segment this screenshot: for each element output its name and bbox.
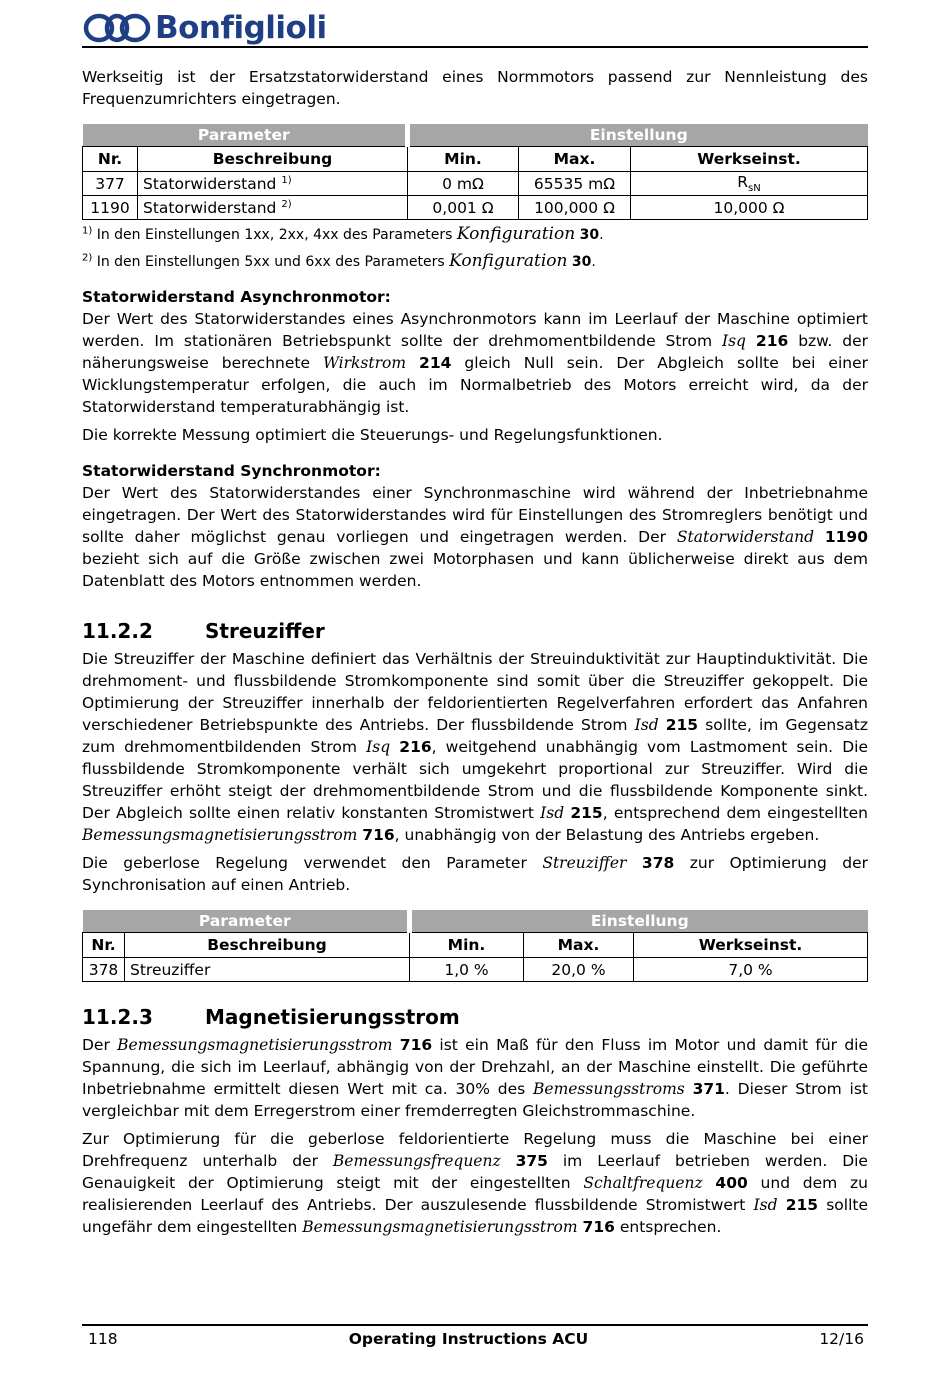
group-header-parameter: Parameter xyxy=(83,910,410,933)
column-header-default: Werkseinst. xyxy=(631,147,868,172)
param-min: 0,001 Ω xyxy=(408,196,519,220)
param-default: 7,0 % xyxy=(634,958,868,982)
paragraph-streuziffer: Die Streuziffer der Maschine definiert das Verhältnis der Streuinduktivität zur Hauptinduktivität. Die drehmoment- und flussbildende Stromkomponente sind somit über die Streuziffer gekoppelt. Die Optimierung der Streuziffer innerhalb der feldorientierten Regelverfahren erfordert das Anfahren verschiedener Betriebspunkte des Antriebs. Der flussbildende Strom Isd 215 sollte, im Gegensatz zum drehmomentbildenden Strom Isq 216, weitgehend unabhängig vom Lastmoment sein. Die flussbildende Stromkomponente verhält sich umgekehrt proportional zur Streuziffer. Wird die Streuziffer erhöht steigt der drehmomentbildende Strom und die flussbildende Komponente sinkt. Der Abgleich sollte einen relativ konstanten Stromistwert Isd 215, entsprechend dem eingestellten Bemessungsmagnetisierungsstrom 716, unabhängig von der Belastung des Antriebs ergeben. xyxy=(82,650,868,844)
param-nr: 1190 xyxy=(83,196,138,220)
table-row xyxy=(83,172,868,196)
column-header-description: Beschreibung xyxy=(138,147,408,172)
page-number: 118 xyxy=(88,1330,118,1348)
param-min: 1,0 % xyxy=(410,958,524,982)
brand-name: Bonfiglioli xyxy=(155,10,327,46)
footnote-ref: 1) xyxy=(281,174,292,186)
page-header xyxy=(82,10,868,48)
parameter-table-streuziffer xyxy=(82,910,868,982)
paragraph-magnetisierung-2: Zur Optimierung für die geberlose feldorientierte Regelung muss die Maschine bei einer Drehfrequenz unterhalb der Bemessungsfrequenz 375 im Leerlauf betrieben werden. Die Genauigkeit der Optimierung steigt mit der eingestellten Schaltfrequenz 400 und dem zu realisierenden Leerlauf des Antriebs. Der auszulesende flussbildende Stromistwert Isd 215 sollte ungefähr dem eingestellten Bemessungsmagnetisierungsstrom 716 entsprechen. xyxy=(82,1130,868,1236)
brand-logo xyxy=(82,12,327,44)
paragraph-magnetisierung: Der Bemessungsmagnetisierungsstrom 716 ist ein Maß für den Fluss im Motor und damit für die Spannung, die sich im Leerlauf, abhängig von der Drehzahl, an der Maschine einstellt. Die geführte Inbetriebnahme ermittelt diesen Wert mit ca. 30% des Bemessungsstroms 371. Dieser Strom ist vergleichbar mit dem Erregerstrom einer fremderregten Gleichstrommaschine. xyxy=(82,1036,869,1120)
column-header-nr: Nr. xyxy=(83,933,125,958)
param-max: 65535 mΩ xyxy=(519,172,631,196)
footnote-ref: 2) xyxy=(281,198,292,210)
parameter-table-stator xyxy=(82,124,868,220)
param-max: 100,000 Ω xyxy=(519,196,631,220)
param-description: Statorwiderstand $^{2)}$ xyxy=(138,196,408,220)
column-header-max: Max. xyxy=(524,933,634,958)
column-header-description: Beschreibung xyxy=(125,933,410,958)
document-title: Operating Instructions ACU xyxy=(348,1330,589,1348)
document-date: 12/16 xyxy=(819,1330,864,1348)
footnote-2: $^{2)}$ In den Einstellungen 5xx und 6xx des Parameters Konfiguration 30. xyxy=(82,251,596,271)
param-nr: 378 xyxy=(83,958,125,982)
group-header-setting: Einstellung xyxy=(408,124,868,147)
paragraph-async: Der Wert des Statorwiderstandes eines Asynchronmotors kann im Leerlauf der Maschine optimiert werden. Im stationären Betriebspunkt sollte der drehmomentbildende Strom Isq 216 bzw. der näherungsweise berechnete Wirkstrom 214 gleich Null sein. Der Abgleich sollte bei einer Wicklungstemperatur erfolgen, die auch im Normalbetrieb des Motors erreicht wird, da der Statorwiderstand temperaturabhängig ist. xyxy=(82,310,869,416)
group-header-parameter: Parameter xyxy=(83,124,408,147)
section-heading-11-2-2: 11.2.2 Streuziffer xyxy=(82,619,325,643)
column-header-nr: Nr. xyxy=(83,147,138,172)
intro-paragraph: Werkseitig ist der Ersatzstatorwiderstand eines Normmotors passend zur Nennleistung des Frequenzumrichters eingetragen. xyxy=(82,68,868,108)
column-header-max: Max. xyxy=(519,147,631,172)
param-description: Statorwiderstand $^{1)}$ xyxy=(138,172,408,196)
document-body xyxy=(82,66,868,1244)
paragraph-streuziffer-2: Die geberlose Regelung verwendet den Parameter Streuziffer 378 zur Optimierung der Synchronisation auf einen Antrieb. xyxy=(82,854,869,894)
table-row xyxy=(83,196,868,220)
paragraph-async-2: Die korrekte Messung optimiert die Steuerungs- und Regelungsfunktionen. xyxy=(82,426,663,444)
subheading-async: Statorwiderstand Asynchronmotor: xyxy=(82,288,391,306)
page-footer xyxy=(82,1324,868,1348)
section-heading-11-2-3: 11.2.3 Magnetisierungsstrom xyxy=(82,1005,460,1029)
param-default: $R_{sN}$ xyxy=(631,172,868,196)
footnote-1: $^{1)}$ In den Einstellungen 1xx, 2xx, 4xx des Parameters Konfiguration 30. xyxy=(82,224,604,244)
bonfiglioli-logo-icon xyxy=(82,12,152,44)
column-header-min: Min. xyxy=(410,933,524,958)
param-max: 20,0 % xyxy=(524,958,634,982)
param-nr: 377 xyxy=(83,172,138,196)
paragraph-sync: Der Wert des Statorwiderstandes einer Synchronmaschine wird während der Inbetriebnahme eingetragen. Der Wert des Statorwiderstandes wird für Einstellungen des Stromreglers benötigt und sollte daher möglichst genau vorliegen und eingetragen werden. Der Statorwiderstand 1190 bezieht sich auf die Größe zwischen zwei Motorphasen und kann üblicherweise direkt aus dem Datenblatt des Motors entnommen werden. xyxy=(82,484,868,590)
subheading-sync: Statorwiderstand Synchronmotor: xyxy=(82,462,381,480)
group-header-setting: Einstellung xyxy=(410,910,868,933)
column-header-default: Werkseinst. xyxy=(634,933,868,958)
table-row xyxy=(83,958,868,982)
column-header-min: Min. xyxy=(408,147,519,172)
param-min: 0 mΩ xyxy=(408,172,519,196)
param-default: 10,000 Ω xyxy=(631,196,868,220)
param-description: Streuziffer xyxy=(125,958,410,982)
